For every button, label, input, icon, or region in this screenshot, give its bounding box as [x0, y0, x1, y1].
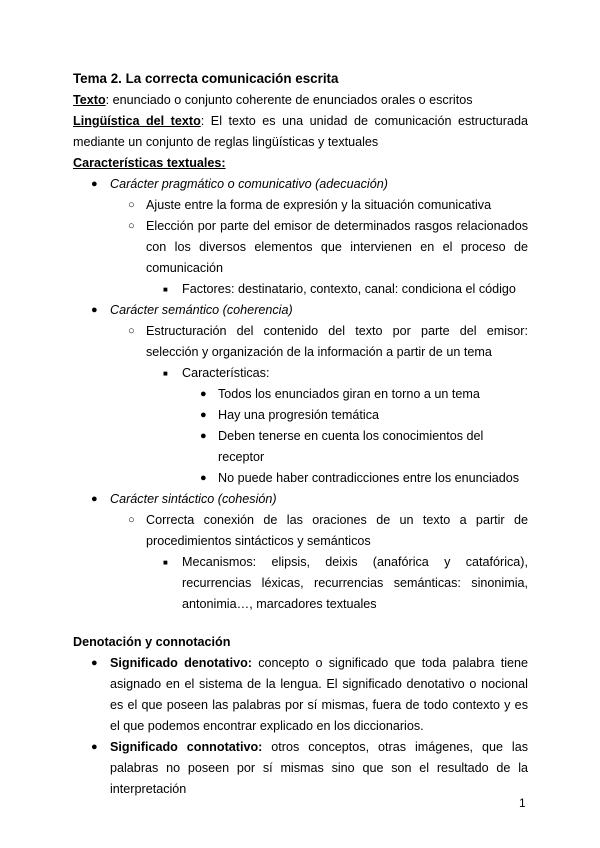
semantico-sub: Estructuración del contenido del texto por parte del emisor: selección y organización de la información a partir de un tema: [146, 324, 528, 359]
bullet-square-icon: ■: [163, 369, 168, 378]
list-item-connotativo: [73, 737, 528, 800]
denotacion-heading: Denotación y connotación: [73, 635, 231, 649]
bullet-disc-icon: ●: [91, 304, 98, 316]
section-gap: [73, 615, 528, 632]
list-item-caracteristica: [73, 384, 528, 405]
bullet-disc-icon: ●: [91, 741, 98, 753]
bullet-circle-icon: ○: [128, 325, 135, 337]
pragmatico-sub-0: Ajuste entre la forma de expresión y la situación comunicativa: [146, 198, 492, 212]
document-content: [73, 68, 528, 800]
denotativo-text: concepto o significado que toda palabra tiene asignado en el sistema de la lengua. El significado denotativo o nocional es el que poseen las palabras por sí mismas, fuera de todo contexto y es el que podemos encontrar explicado en los diccionarios.: [110, 656, 529, 733]
caracteristica-text: No puede haber contradicciones entre los enunciados: [218, 471, 520, 485]
list-item-caracteristica: [73, 405, 528, 426]
denotativo-term: Significado denotativo:: [110, 656, 252, 670]
linguistica-term: Lingüística del texto: [73, 114, 201, 128]
list-item-semantico: [73, 300, 528, 321]
list-item-mecanismos: [73, 552, 528, 615]
mecanismos-text: Mecanismos: elipsis, deixis (anafórica y catafórica), recurrencias léxicas, recurrencias semánticas: sinonimia, antonimia…, marcadores textuales: [182, 555, 528, 611]
bullet-disc-icon: ●: [200, 472, 207, 484]
bullet-disc-icon: ●: [200, 388, 207, 400]
bullet-disc-icon: ●: [91, 493, 98, 505]
texto-def: : enunciado o conjunto coherente de enunciados orales o escritos: [105, 93, 473, 107]
pragmatico-label: Carácter pragmático o comunicativo (adecuación): [110, 177, 388, 191]
list-item-caracteristica: [73, 468, 528, 489]
bullet-disc-icon: ●: [200, 409, 207, 421]
bullet-square-icon: ■: [163, 285, 168, 294]
sintactico-label: Carácter sintáctico (cohesión): [110, 492, 277, 506]
caracteristicas-label: Características:: [182, 366, 270, 380]
list-item-factores: [73, 279, 528, 300]
linguistica-def: : El texto es una unidad de comunicación estructurada mediante un conjunto de reglas lingüísticas y textuales: [73, 114, 528, 149]
bullet-disc-icon: ●: [91, 657, 98, 669]
linguistica-definition: [73, 111, 528, 153]
list-item-sintactico-conexion: [73, 510, 528, 552]
list-item-pragmatico-ajuste: [73, 195, 528, 216]
bullet-disc-icon: ●: [200, 430, 207, 442]
list-item-semantico-estructuracion: [73, 321, 528, 363]
caracteristica-text: Todos los enunciados giran en torno a un tema: [218, 387, 480, 401]
factores-text: Factores: destinatario, contexto, canal: condiciona el código: [182, 282, 516, 296]
connotativo-term: Significado connotativo:: [110, 740, 263, 754]
bullet-circle-icon: ○: [128, 514, 135, 526]
list-item-sintactico: [73, 489, 528, 510]
semantico-label: Carácter semántico (coherencia): [110, 303, 293, 317]
page-title: Tema 2. La correcta comunicación escrita: [73, 71, 339, 86]
list-item-caracteristicas: [73, 363, 528, 384]
bullet-circle-icon: ○: [128, 199, 135, 211]
pragmatico-sub-1: Elección por parte del emisor de determinados rasgos relacionados con los diversos elementos que intervienen en el proceso de comunicación: [146, 219, 528, 275]
list-item-denotativo: [73, 653, 528, 737]
list-item-pragmatico: [73, 174, 528, 195]
connotativo-text: otros conceptos, otras imágenes, que las palabras no poseen por sí mismas sino que son el resultado de la interpretación: [110, 740, 528, 796]
list-item-pragmatico-eleccion: [73, 216, 528, 279]
texto-term: Texto: [73, 93, 106, 107]
bullet-disc-icon: ●: [91, 178, 98, 190]
caracteristicas-heading: Características textuales:: [73, 156, 226, 170]
bullet-circle-icon: ○: [128, 220, 135, 232]
caracteristica-text: Hay una progresión temática: [218, 408, 380, 422]
sintactico-sub: Correcta conexión de las oraciones de un texto a partir de procedimientos sintácticos y semánticos: [146, 513, 528, 548]
caracteristica-text: Deben tenerse en cuenta los conocimientos del receptor: [218, 429, 484, 464]
bullet-square-icon: ■: [163, 558, 168, 567]
list-item-caracteristica: [73, 426, 528, 468]
page-number: 1: [519, 796, 526, 810]
texto-definition: [73, 90, 528, 111]
